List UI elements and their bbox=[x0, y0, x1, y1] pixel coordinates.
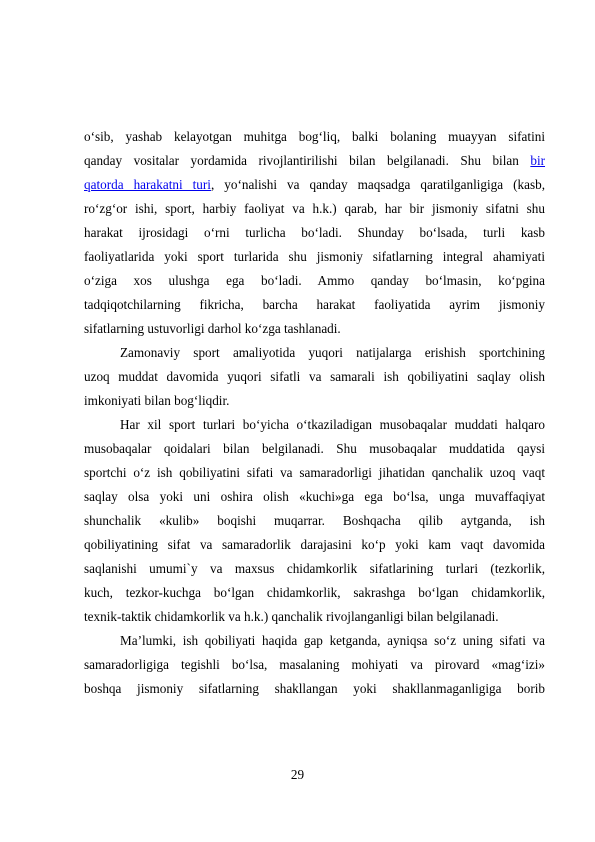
body-line: qobiliyatining sifat va samaradorlik darajasini ko‘p yoki kam vaqt davomida bbox=[84, 537, 545, 552]
body-line: ro‘zg‘or ishi, sport, harbiy faoliyat va h.k.) qarab, har bir jismoniy sifatni shu bbox=[84, 201, 545, 216]
body-line: sportchi o‘z ish qobiliyatini sifati va samaradorligi jihatidan qanchalik uzoq vaqt bbox=[84, 465, 545, 480]
body-line: saqlanishi umumi`y va maxsus chidamkorlik sifatlarining turlari (tezkorlik, bbox=[84, 561, 545, 576]
body-line: shunchalik «kulib» boqishi muqarrar. Boshqacha qilib aytganda, ish bbox=[84, 513, 545, 528]
body-line bbox=[84, 174, 545, 196]
body-line: imkoniyati bilan bog‘liqdir. bbox=[84, 393, 230, 408]
hyperlink-qatorda-harakatni-turi[interactable]: qatorda harakatni turi bbox=[84, 177, 211, 192]
paragraph-first-line: Har xil sport turlari bo‘yicha o‘tkaziladigan musobaqalar muddati halqaro bbox=[120, 417, 545, 432]
hyperlink-bir[interactable]: bir bbox=[530, 153, 546, 168]
body-line bbox=[84, 150, 545, 172]
page-number: 29 bbox=[290, 767, 305, 782]
body-line: kuch, tezkor-kuchga bo‘lgan chidamkorlik, sakrashga bo‘lgan chidamkorlik, bbox=[84, 585, 545, 600]
body-line: musobaqalar qoidalari bilan belgilanadi. Shu musobaqalar muddatida qaysi bbox=[84, 441, 545, 456]
body-line: boshqa jismoniy sifatlarning shakllangan yoki shakllanmaganligiga borib bbox=[84, 681, 545, 696]
body-line: texnik-taktik chidamkorlik va h.k.) qanchalik rivojlanganligi bilan belgilanadi. bbox=[84, 609, 499, 624]
body-line: sifatlarning ustuvorligi darhol ko‘zga tashlanadi. bbox=[84, 321, 341, 336]
body-line: tadqiqotchilarning fikricha, barcha harakat faoliyatida ayrim jismoniy bbox=[84, 297, 545, 312]
body-line: faoliyatlarida yoki sport turlarida shu jismoniy sifatlarning integral ahamiyati bbox=[84, 249, 545, 264]
body-line: o‘ziga xos ulushga ega bo‘ladi. Ammo qanday bo‘lmasin, ko‘pgina bbox=[84, 273, 545, 288]
paragraph-first-line: Ma’lumki, ish qobiliyati haqida gap ketganda, ayniqsa so‘z uning sifati va bbox=[120, 633, 545, 648]
body-line-text: qanday vositalar yordamida rivojlantirilishi bilan belgilanadi. Shu bilan bbox=[84, 153, 519, 168]
body-line: o‘sib, yashab kelayotgan muhitga bog‘liq, balki bolaning muayyan sifatini bbox=[84, 129, 545, 144]
body-line: uzoq muddat davomida yuqori sifatli va samarali ish qobiliyatini saqlay olish bbox=[84, 369, 545, 384]
paragraph-first-line: Zamonaviy sport amaliyotida yuqori natijalarga erishish sportchining bbox=[120, 345, 545, 360]
body-line: saqlay olsa yoki uni oshira olish «kuchi»ga ega bo‘lsa, unga muvaffaqiyat bbox=[84, 489, 545, 504]
body-line: samaradorligiga tegishli bo‘lsa, masalaning mohiyati va pirovard «mag‘izi» bbox=[84, 657, 545, 672]
body-line-text: , yo‘nalishi va qanday maqsadga qaratilganligiga (kasb, bbox=[210, 177, 546, 192]
body-line: harakat ijrosidagi o‘rni turlicha bo‘ladi. Shunday bo‘lsada, turli kasb bbox=[84, 225, 545, 240]
